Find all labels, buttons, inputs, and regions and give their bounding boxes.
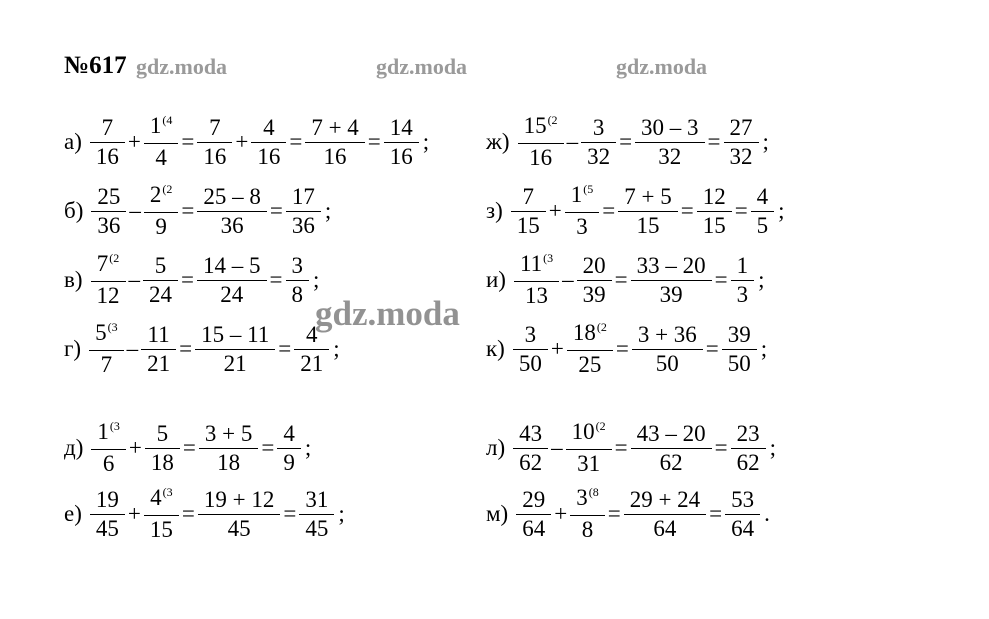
numerator-text: 3 + 5 <box>204 420 253 446</box>
numerator <box>590 114 608 142</box>
denominator: 32 <box>581 142 616 171</box>
denominator: 9 <box>277 448 301 477</box>
operator: = <box>269 267 283 292</box>
numerator-text: 19 <box>95 486 119 512</box>
denominator: 64 <box>516 514 551 543</box>
denominator: 21 <box>195 349 275 378</box>
denominator: 18 <box>145 448 180 477</box>
numerator-text: 2 <box>149 182 162 207</box>
exercise-label: ж) <box>486 129 510 154</box>
denominator: 24 <box>143 280 178 309</box>
fraction <box>93 486 122 543</box>
numerator-text: 1 <box>149 113 162 138</box>
numerator-text: 4 <box>756 183 769 209</box>
numerator <box>147 112 176 143</box>
fraction <box>573 484 602 544</box>
extra-multiplier: (3 <box>162 485 173 499</box>
fraction <box>700 183 729 240</box>
punctuation: ; <box>333 336 340 361</box>
numerator-text: 11 <box>519 251 543 276</box>
extra-multiplier: (2 <box>547 113 558 127</box>
exercise-label: г) <box>64 336 82 361</box>
extra-multiplier: (4 <box>162 113 173 127</box>
fraction <box>147 484 176 544</box>
denominator: 16 <box>90 142 125 171</box>
exercise-row <box>486 319 767 379</box>
operator: = <box>614 267 628 292</box>
denominator: 6 <box>91 449 126 478</box>
numerator <box>634 252 709 280</box>
fraction <box>754 183 772 240</box>
numerator <box>289 183 318 211</box>
numerator-text: 5 <box>156 420 169 446</box>
operator: = <box>283 501 297 526</box>
numerator <box>92 319 121 350</box>
exercise-row <box>486 418 776 478</box>
fraction <box>92 319 121 379</box>
exercise-label: в) <box>64 267 83 292</box>
numerator-text: 7 <box>209 114 221 140</box>
numerator <box>94 183 123 211</box>
operator: = <box>182 435 196 460</box>
numerator-text: 7 + 4 <box>311 114 359 140</box>
numerator-text: 7 <box>96 251 109 276</box>
numerator <box>621 183 674 211</box>
numerator-text: 25 – 8 <box>203 183 261 209</box>
denominator: 16 <box>197 142 232 171</box>
numerator <box>754 183 772 211</box>
operator: = <box>181 501 195 526</box>
operator: = <box>714 267 728 292</box>
numerator-text: 4 <box>263 114 275 140</box>
fraction <box>727 114 756 171</box>
fraction <box>568 181 597 241</box>
numerator <box>519 486 548 514</box>
numerator-text: 5 <box>95 320 107 345</box>
numerator-text: 3 + 36 <box>637 321 697 347</box>
numerator-text: 5 <box>154 252 167 278</box>
fraction <box>734 252 752 309</box>
denominator: 4 <box>144 143 179 172</box>
operator: = <box>289 129 303 154</box>
fraction <box>94 250 123 310</box>
numerator-text: 4 <box>283 420 295 446</box>
punctuation: ; <box>769 435 776 460</box>
fraction <box>584 114 613 171</box>
denominator: 8 <box>286 280 310 309</box>
numerator <box>387 114 416 142</box>
punctuation: ; <box>762 129 769 154</box>
punctuation: ; <box>760 336 768 361</box>
denominator: 50 <box>513 349 548 378</box>
extra-multiplier: (2 <box>595 419 606 433</box>
denominator: 36 <box>286 211 321 240</box>
denominator: 7 <box>89 350 124 379</box>
punctuation: ; <box>304 435 312 460</box>
punctuation: ; <box>758 267 765 292</box>
exercise-label: б) <box>64 198 84 223</box>
fraction <box>627 486 703 543</box>
operator: – <box>551 435 563 460</box>
operator: + <box>235 129 249 154</box>
numerator-text: 14 – 5 <box>203 252 261 278</box>
operator: = <box>680 198 694 223</box>
extra-multiplier: (3 <box>109 419 120 433</box>
denominator: 45 <box>198 514 280 543</box>
fraction <box>387 114 416 171</box>
denominator: 32 <box>724 142 759 171</box>
numerator <box>302 486 331 514</box>
exercise-row <box>486 250 764 310</box>
operator: + <box>127 129 141 154</box>
operator: – <box>128 267 141 292</box>
numerator <box>638 114 702 142</box>
fraction <box>734 420 763 477</box>
numerator <box>145 321 173 349</box>
fraction <box>728 486 757 543</box>
punctuation: ; <box>778 198 785 223</box>
numerator-text: 15 <box>523 113 547 138</box>
problem-number: №617 <box>64 52 127 79</box>
numerator <box>522 321 540 349</box>
numerator <box>94 418 123 449</box>
fraction <box>519 486 548 543</box>
operator: = <box>709 501 723 526</box>
operator: = <box>179 336 193 361</box>
operator: = <box>734 198 748 223</box>
numerator <box>99 114 117 142</box>
numerator-text: 11 <box>147 321 170 347</box>
numerator <box>634 420 709 448</box>
operator: = <box>181 129 195 154</box>
numerator <box>202 420 255 448</box>
numerator-text: 3 <box>592 114 605 140</box>
punctuation: ; <box>324 198 332 223</box>
denominator: 8 <box>570 515 605 544</box>
numerator <box>700 183 729 211</box>
fraction <box>198 321 272 378</box>
extra-multiplier: (2 <box>596 320 607 334</box>
numerator-text: 10 <box>571 419 595 444</box>
punctuation: ; <box>338 501 345 526</box>
operator: = <box>705 336 719 361</box>
fraction <box>93 114 122 171</box>
numerator-text: 19 + 12 <box>203 486 275 512</box>
numerator <box>200 252 264 280</box>
denominator: 25 <box>567 350 613 379</box>
exercise-row <box>64 181 331 241</box>
operator: + <box>550 336 564 361</box>
operator: = <box>602 198 616 223</box>
numerator-text: 7 + 5 <box>624 183 672 209</box>
operator: = <box>619 129 633 154</box>
numerator <box>580 252 609 280</box>
fraction <box>146 252 175 309</box>
numerator <box>635 321 700 349</box>
fraction <box>634 252 709 309</box>
operator: – <box>129 198 141 223</box>
denominator: 39 <box>577 280 612 309</box>
denominator: 3 <box>731 280 755 309</box>
denominator: 5 <box>751 211 775 240</box>
numerator <box>201 486 277 514</box>
numerator-text: 29 <box>522 486 546 512</box>
numerator <box>734 252 752 280</box>
numerator-text: 15 – 11 <box>201 321 270 347</box>
exercise-label: л) <box>486 435 506 460</box>
operator: = <box>607 501 621 526</box>
exercise-row <box>64 112 429 172</box>
denominator: 21 <box>294 349 329 378</box>
denominator: 62 <box>731 448 766 477</box>
fraction <box>254 114 283 171</box>
numerator <box>154 420 172 448</box>
denominator: 9 <box>144 212 179 241</box>
watermark: gdz.moda <box>376 54 468 79</box>
fraction <box>280 420 298 477</box>
numerator-text: 27 <box>729 114 753 140</box>
denominator: 12 <box>91 281 126 310</box>
fraction <box>148 420 177 477</box>
fraction <box>516 420 545 477</box>
operator: + <box>127 501 141 526</box>
denominator: 50 <box>632 349 703 378</box>
numerator-text: 30 – 3 <box>641 114 699 140</box>
operator: + <box>548 198 562 223</box>
operator: – <box>566 129 579 154</box>
fraction <box>570 319 610 379</box>
denominator: 62 <box>513 448 548 477</box>
extra-multiplier: (2 <box>109 251 120 265</box>
fraction <box>516 321 545 378</box>
numerator <box>725 321 754 349</box>
denominator: 64 <box>624 514 706 543</box>
numerator-text: 1 <box>736 252 749 278</box>
operator: = <box>714 435 728 460</box>
exercise-label: и) <box>486 267 506 292</box>
operator: = <box>614 435 628 460</box>
numerator <box>206 114 224 142</box>
numerator-text: 20 <box>582 252 606 278</box>
exercise-label: а) <box>64 129 82 154</box>
exercise-row <box>64 319 340 379</box>
numerator <box>198 321 272 349</box>
denominator: 32 <box>635 142 705 171</box>
fraction <box>521 112 561 172</box>
operator: + <box>128 435 142 460</box>
denominator: 16 <box>305 142 364 171</box>
numerator <box>734 420 763 448</box>
numerator <box>152 252 170 280</box>
fraction <box>302 486 331 543</box>
numerator-text: 23 <box>736 420 760 446</box>
fraction <box>725 321 754 378</box>
denominator: 15 <box>618 211 677 240</box>
numerator <box>308 114 361 142</box>
numerator <box>520 183 538 211</box>
numerator-text: 43 – 20 <box>636 420 706 446</box>
fraction <box>201 486 277 543</box>
numerator <box>289 252 307 280</box>
exercise-row <box>64 418 311 478</box>
fraction <box>200 183 264 240</box>
numerator-text: 31 <box>305 486 329 512</box>
denominator: 13 <box>514 281 559 310</box>
exercise-label: к) <box>486 336 505 361</box>
extra-multiplier: (5 <box>583 182 594 196</box>
numerator-text: 7 <box>522 183 534 209</box>
exercise-label: д) <box>64 435 84 460</box>
watermark-center: gdz.moda <box>315 294 460 333</box>
numerator-text: 1 <box>570 182 583 207</box>
numerator <box>93 486 122 514</box>
exercise-row <box>64 250 319 310</box>
denominator: 45 <box>90 514 125 543</box>
numerator <box>627 486 703 514</box>
fraction <box>144 321 173 378</box>
operator: = <box>269 198 283 223</box>
numerator <box>200 183 264 211</box>
numerator-text: 4 <box>150 485 162 510</box>
denominator: 16 <box>384 142 419 171</box>
fraction <box>94 418 123 478</box>
denominator: 36 <box>91 211 126 240</box>
numerator-text: 3 <box>576 485 588 510</box>
denominator: 21 <box>141 349 176 378</box>
exercise-label: м) <box>486 501 509 526</box>
punctuation: . <box>764 501 770 526</box>
numerator <box>147 181 176 212</box>
fraction <box>580 252 609 309</box>
operator: – <box>562 267 574 292</box>
fraction <box>634 420 709 477</box>
numerator-text: 17 <box>291 183 315 209</box>
numerator-text: 3 <box>291 252 303 278</box>
fraction <box>569 418 609 478</box>
exercise-row <box>64 484 345 544</box>
numerator <box>147 484 176 515</box>
exercise-label: з) <box>486 198 503 223</box>
operator: = <box>278 336 292 361</box>
operator: = <box>181 198 195 223</box>
numerator <box>94 250 123 281</box>
denominator: 3 <box>565 212 600 241</box>
exercise-label: е) <box>64 501 82 526</box>
numerator <box>521 112 561 143</box>
fraction <box>202 420 255 477</box>
numerator <box>260 114 278 142</box>
numerator <box>568 181 597 212</box>
extra-multiplier: (2 <box>162 182 173 196</box>
numerator-text: 18 <box>572 320 596 345</box>
operator: = <box>367 129 381 154</box>
extra-multiplier: (3 <box>543 251 554 265</box>
fraction <box>635 321 700 378</box>
denominator: 62 <box>631 448 712 477</box>
denominator: 36 <box>197 211 267 240</box>
exercise-row <box>486 112 769 172</box>
exercise-row <box>486 484 770 544</box>
operator: = <box>707 129 721 154</box>
watermark: gdz.moda <box>616 54 708 79</box>
fraction <box>147 181 176 241</box>
punctuation: ; <box>422 129 430 154</box>
numerator-text: 53 <box>731 486 755 512</box>
denominator: 15 <box>697 211 732 240</box>
numerator-text: 29 + 24 <box>629 486 701 512</box>
numerator <box>280 420 298 448</box>
exercise-row <box>486 181 785 241</box>
fraction <box>638 114 702 171</box>
numerator-text: 14 <box>389 114 413 140</box>
extra-multiplier: (3 <box>107 320 118 334</box>
operator: = <box>261 435 275 460</box>
operator: = <box>181 267 195 292</box>
denominator: 15 <box>144 515 179 544</box>
numerator <box>570 319 610 350</box>
numerator <box>569 418 609 449</box>
fraction <box>514 183 543 240</box>
operator: – <box>126 336 139 361</box>
punctuation: ; <box>313 267 320 292</box>
numerator <box>517 250 556 281</box>
numerator-text: 3 <box>524 321 537 347</box>
fraction <box>289 252 307 309</box>
numerator <box>727 114 756 142</box>
numerator-text: 25 <box>97 183 121 209</box>
denominator: 16 <box>518 143 564 172</box>
denominator: 15 <box>511 211 546 240</box>
operator: + <box>554 501 568 526</box>
numerator-text: 43 <box>519 420 543 446</box>
numerator-text: 7 <box>101 114 114 140</box>
fraction <box>308 114 361 171</box>
numerator <box>573 484 602 515</box>
denominator: 16 <box>251 142 286 171</box>
numerator-text: 12 <box>702 183 726 209</box>
numerator-text: 33 – 20 <box>636 252 706 278</box>
watermark: gdz.moda <box>136 54 228 79</box>
denominator: 31 <box>566 449 612 478</box>
denominator: 50 <box>722 349 757 378</box>
fraction <box>517 250 556 310</box>
extra-multiplier: (8 <box>588 485 599 499</box>
numerator-text: 1 <box>97 419 109 444</box>
numerator-text: 39 <box>727 321 751 347</box>
fraction <box>200 114 229 171</box>
denominator: 45 <box>299 514 334 543</box>
denominator: 39 <box>631 280 712 309</box>
fraction <box>94 183 123 240</box>
numerator-text: 4 <box>305 321 318 347</box>
denominator: 64 <box>725 514 760 543</box>
fraction <box>621 183 674 240</box>
numerator <box>516 420 545 448</box>
operator: = <box>615 336 629 361</box>
denominator: 18 <box>199 448 258 477</box>
denominator: 24 <box>197 280 267 309</box>
numerator <box>728 486 757 514</box>
fraction <box>289 183 318 240</box>
fraction <box>147 112 176 172</box>
fraction <box>200 252 264 309</box>
